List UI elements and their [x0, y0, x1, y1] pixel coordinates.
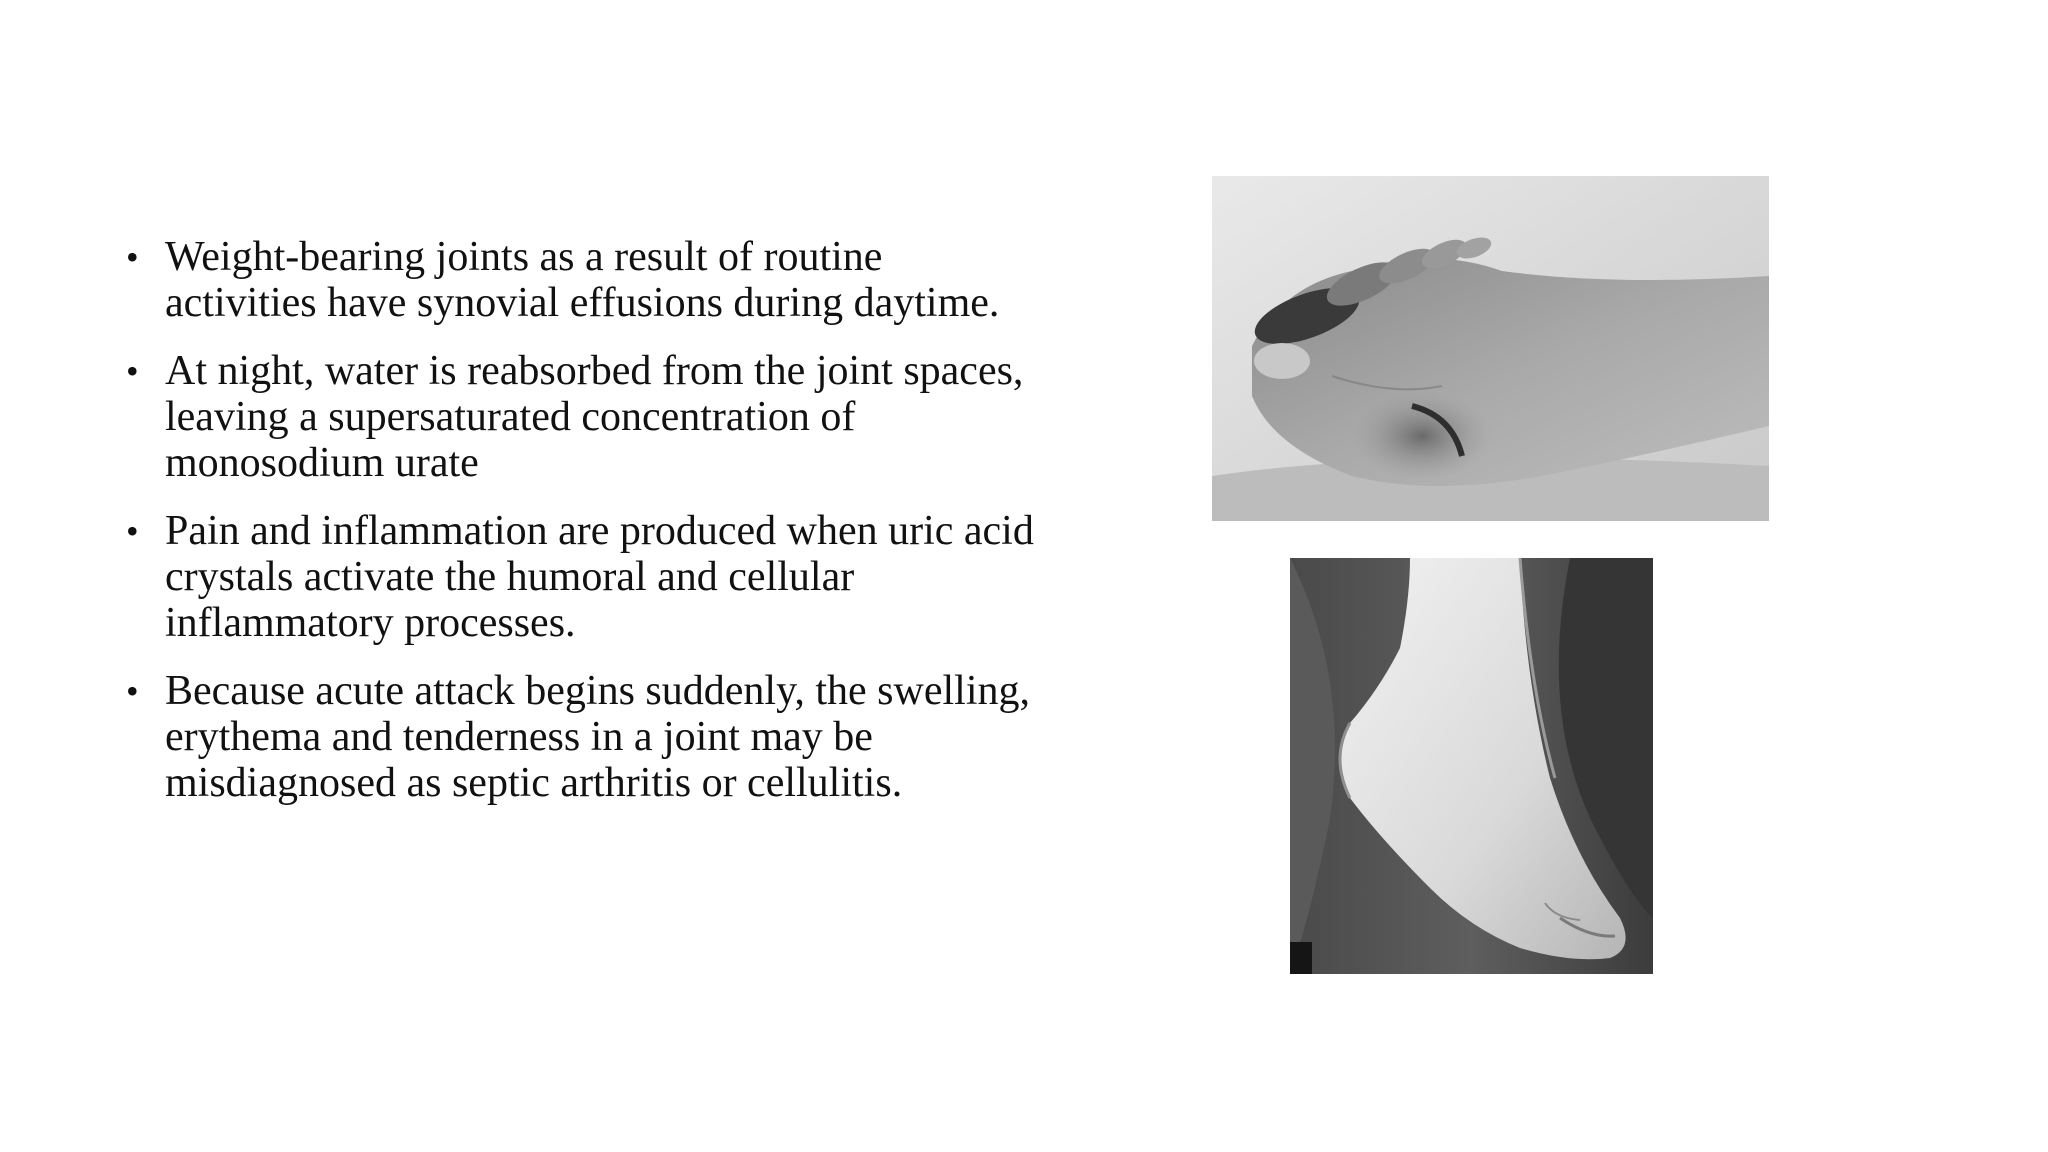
bullet-item-1 [120, 234, 1040, 326]
bullet-dot: • [126, 511, 139, 551]
foot-image-bottom [1290, 558, 1653, 974]
gout-foot-photo-top [1212, 176, 1769, 521]
bullet-item-4 [120, 668, 1040, 806]
bullet-dot: • [126, 237, 139, 277]
bullet-text: Because acute attack begins suddenly, the swelling, erythema and tenderness in a joint may be misdiagnosed as septic arthritis or cellulitis. [165, 668, 1030, 806]
bullet-item-3 [120, 508, 1040, 646]
bullet-text: At night, water is reabsorbed from the joint spaces, leaving a supersaturated concentration of monosodium urate [165, 348, 1024, 486]
bullet-item-2 [120, 348, 1040, 486]
bullet-dot: • [126, 671, 139, 711]
bullet-list [120, 234, 1040, 828]
bullet-dot: • [126, 351, 139, 391]
gout-foot-photo-bottom [1290, 558, 1653, 974]
foot-image-top [1212, 176, 1769, 521]
bullet-text: Pain and inflammation are produced when uric acid crystals activate the humoral and cellular inflammatory processes. [165, 508, 1034, 646]
bullet-text: Weight-bearing joints as a result of routine activities have synovial effusions during daytime. [165, 234, 1000, 326]
